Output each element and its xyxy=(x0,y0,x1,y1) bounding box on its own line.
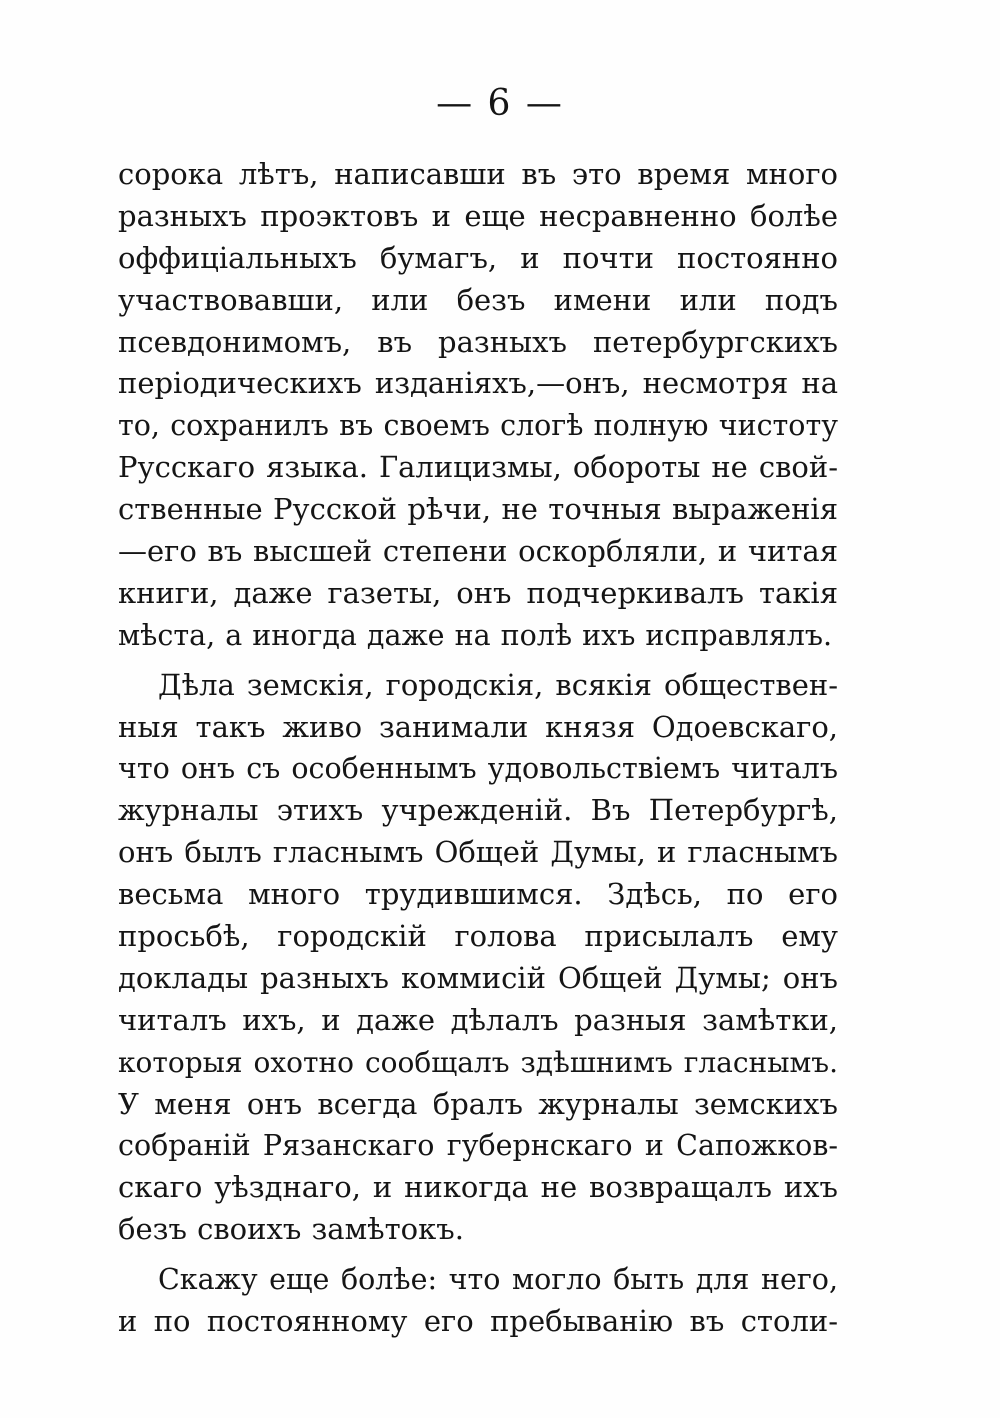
text-line: собраній Рязанскаго губернскаго и Сапожков- xyxy=(118,1129,838,1163)
text-line: —его въ высшей степени оскорбляли, и читая xyxy=(118,534,838,569)
text-line: участвовавши, или безъ имени или подъ xyxy=(118,282,838,317)
text-line: просьбѣ, городскій голова присылалъ ему xyxy=(118,919,838,954)
text-line: мѣста, а иногда даже на полѣ ихъ исправлялъ. xyxy=(118,618,833,652)
text-line: періодическихъ изданіяхъ,—онъ, несмотря на xyxy=(118,366,838,401)
text-line: Дѣла земскія, городскія, всякія обществен- xyxy=(158,667,838,702)
text-line: оффиціальныхъ бумагъ, и почти постоянно xyxy=(118,240,838,275)
text-line: журналы этихъ учрежденій. Въ Петербургѣ, xyxy=(118,793,838,828)
paragraph-1 xyxy=(118,154,838,657)
text-line: что онъ съ особеннымъ удовольствіемъ читалъ xyxy=(118,752,838,786)
text-line: Русскаго языка. Галицизмы, обороты не свой- xyxy=(118,450,838,485)
text-line: весьма много трудившимся. Здѣсь, по его xyxy=(118,877,838,912)
text-line: псевдонимомъ, въ разныхъ петербургскихъ xyxy=(118,324,838,359)
text-line: онъ былъ гласнымъ Общей Думы, и гласнымъ xyxy=(118,835,838,870)
page-number: — 6 — xyxy=(436,83,564,124)
text-line: книги, даже газеты, онъ подчеркивалъ такія xyxy=(118,575,838,610)
text-line: которыя охотно сообщалъ здѣшнимъ гласнымъ. xyxy=(118,1045,838,1079)
paragraph-3 xyxy=(118,1259,838,1343)
text-line: ныя такъ живо занимали князя Одоевскаго, xyxy=(118,709,838,744)
paragraph-gap xyxy=(118,657,838,665)
body-text xyxy=(118,154,838,1343)
text-line: сорока лѣтъ, написавши въ это время много xyxy=(118,157,838,191)
text-line: разныхъ проэктовъ и еще несравненно болѣе xyxy=(118,198,838,233)
paragraph-2 xyxy=(118,665,838,1251)
text-line: ственные Русской рѣчи, не точныя выраженія xyxy=(118,492,838,527)
text-line: У меня онъ всегда бралъ журналы земскихъ xyxy=(118,1086,838,1121)
text-line: скаго уѣзднаго, и никогда не возвращалъ ихъ xyxy=(118,1170,838,1205)
text-line: безъ своихъ замѣтокъ. xyxy=(118,1212,464,1247)
text-line: доклады разныхъ коммисій Общей Думы; онъ xyxy=(118,960,838,995)
text-line: читалъ ихъ, и даже дѣлалъ разныя замѣтки, xyxy=(118,1002,838,1037)
text-line: то, сохранилъ въ своемъ слогѣ полную чистоту xyxy=(118,409,838,443)
text-line: Скажу еще болѣе: что могло быть для него, xyxy=(158,1263,838,1297)
paragraph-gap xyxy=(118,1251,838,1259)
text-line: и по постоянному его пребыванію въ столи- xyxy=(118,1304,838,1339)
